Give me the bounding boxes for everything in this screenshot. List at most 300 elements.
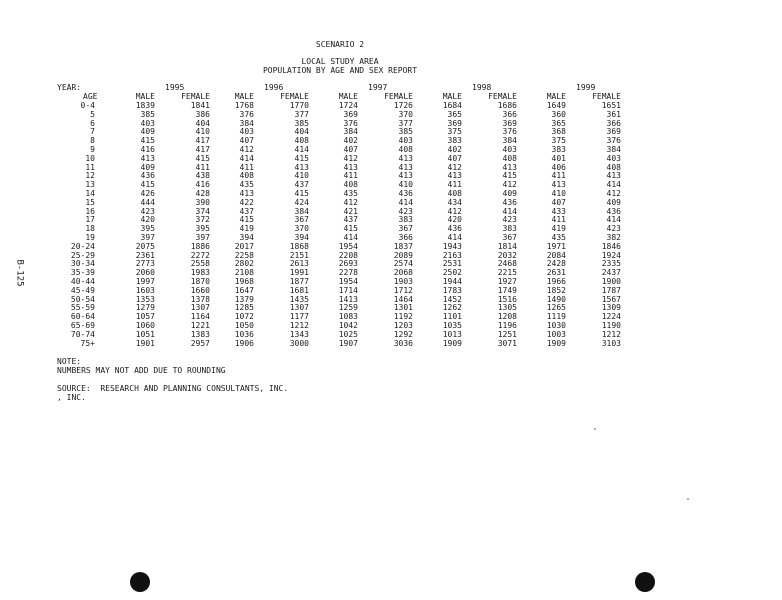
male-value-cell: 423 <box>140 206 155 216</box>
female-value-cell: 385 <box>294 118 309 128</box>
female-value-cell: 367 <box>502 233 517 242</box>
male-value-cell: 1852 <box>546 285 566 295</box>
male-value-cell: 376 <box>239 109 254 119</box>
male-value-cell: 414 <box>447 233 462 242</box>
male-value-cell: 402 <box>343 136 358 146</box>
age-cell: 10 <box>85 153 95 163</box>
male-value-cell: 1265 <box>546 303 566 313</box>
male-value-cell: 2502 <box>442 268 462 278</box>
female-value-cell: 382 <box>606 233 621 242</box>
female-value-cell: 1224 <box>601 312 621 322</box>
male-value-cell: 412 <box>343 153 358 163</box>
female-value-cell: 413 <box>606 171 621 181</box>
male-value-cell: 2075 <box>135 241 155 251</box>
female-value-cell: 1927 <box>497 277 517 286</box>
male-value-cell: 1353 <box>135 294 155 304</box>
age-cell: 60-64 <box>70 312 95 322</box>
female-value-cell: 2437 <box>601 268 621 278</box>
female-header: FEMALE <box>280 92 309 101</box>
female-value-cell: 377 <box>294 109 309 119</box>
male-value-cell: 406 <box>551 162 566 172</box>
female-value-cell: 417 <box>195 136 210 146</box>
female-value-cell: 409 <box>502 189 517 198</box>
source-continuation: , INC. <box>57 393 86 402</box>
female-value-cell: 414 <box>606 215 621 225</box>
male-value-cell: 1057 <box>135 312 155 322</box>
female-value-cell: 2089 <box>393 250 413 260</box>
male-value-cell: 408 <box>239 171 254 181</box>
female-header: FEMALE <box>384 92 413 101</box>
female-value-cell: 1516 <box>497 294 517 304</box>
female-value-cell: 1886 <box>190 241 210 251</box>
female-value-cell: 438 <box>195 171 210 181</box>
female-value-cell: 410 <box>294 171 309 181</box>
female-value-cell: 1203 <box>393 321 413 330</box>
area-title: LOCAL STUDY AREA <box>301 57 379 66</box>
female-value-cell: 2957 <box>190 338 210 348</box>
female-value-cell: 369 <box>606 127 621 137</box>
age-cell: 7 <box>90 127 95 137</box>
female-value-cell: 413 <box>502 162 517 172</box>
male-header: MALE <box>135 92 155 101</box>
female-header: FEMALE <box>592 92 621 101</box>
male-value-cell: 412 <box>447 206 462 216</box>
male-value-cell: 401 <box>551 153 566 163</box>
female-value-cell: 1660 <box>190 285 210 295</box>
male-value-cell: 2531 <box>442 259 462 269</box>
male-value-cell: 1906 <box>234 338 254 348</box>
age-cell: 75+ <box>80 338 95 348</box>
male-value-cell: 2084 <box>546 250 566 260</box>
female-value-cell: 415 <box>195 153 210 163</box>
age-cell: 40-44 <box>70 277 95 286</box>
female-value-cell: 1868 <box>289 241 309 251</box>
male-value-cell: 2017 <box>234 241 254 251</box>
male-header: MALE <box>546 92 566 101</box>
male-value-cell: 416 <box>140 145 155 154</box>
male-value-cell: 1285 <box>234 303 254 313</box>
female-value-cell: 408 <box>294 136 309 146</box>
age-cell: 13 <box>85 180 95 190</box>
female-value-cell: 372 <box>195 215 210 225</box>
male-value-cell: 1714 <box>338 285 358 295</box>
male-value-cell: 433 <box>551 206 566 216</box>
male-value-cell: 419 <box>239 224 254 234</box>
male-value-cell: 1943 <box>442 241 462 251</box>
female-value-cell: 384 <box>606 145 621 154</box>
female-value-cell: 415 <box>294 189 309 198</box>
male-value-cell: 407 <box>447 153 462 163</box>
female-value-cell: 428 <box>195 189 210 198</box>
male-value-cell: 436 <box>140 171 155 181</box>
female-value-cell: 1983 <box>190 268 210 278</box>
age-cell: 30-34 <box>70 259 95 269</box>
male-value-cell: 1997 <box>135 277 155 286</box>
age-cell: 6 <box>90 118 95 128</box>
male-value-cell: 375 <box>447 127 462 137</box>
male-value-cell: 409 <box>140 127 155 137</box>
male-header: MALE <box>234 92 254 101</box>
age-cell: 17 <box>85 215 95 225</box>
female-value-cell: 437 <box>294 180 309 190</box>
female-value-cell: 1343 <box>289 329 309 339</box>
female-value-cell: 367 <box>294 215 309 225</box>
female-value-cell: 383 <box>502 224 517 234</box>
female-header: FEMALE <box>181 92 210 101</box>
male-value-cell: 1684 <box>442 101 462 110</box>
male-value-cell: 408 <box>343 180 358 190</box>
female-value-cell: 376 <box>502 127 517 137</box>
female-value-cell: 436 <box>606 206 621 216</box>
male-value-cell: 413 <box>140 153 155 163</box>
male-value-cell: 409 <box>140 162 155 172</box>
male-value-cell: 407 <box>551 197 566 207</box>
male-value-cell: 1724 <box>338 101 358 110</box>
male-header: MALE <box>338 92 358 101</box>
female-value-cell: 1464 <box>393 294 413 304</box>
male-value-cell: 412 <box>239 145 254 154</box>
male-value-cell: 403 <box>239 127 254 137</box>
female-header: FEMALE <box>488 92 517 101</box>
male-value-cell: 1030 <box>546 321 566 330</box>
male-value-cell: 2208 <box>338 250 358 260</box>
age-cell: 12 <box>85 171 95 181</box>
male-value-cell: 434 <box>447 197 462 207</box>
male-value-cell: 2802 <box>234 259 254 269</box>
male-value-cell: 376 <box>343 118 358 128</box>
female-value-cell: 408 <box>502 153 517 163</box>
male-value-cell: 375 <box>551 136 566 146</box>
age-cell: 55-59 <box>70 303 95 313</box>
year-header: 1997 <box>368 83 388 92</box>
male-value-cell: 397 <box>140 233 155 242</box>
female-value-cell: 397 <box>195 233 210 242</box>
female-value-cell: 411 <box>195 162 210 172</box>
male-value-cell: 435 <box>551 233 566 242</box>
female-value-cell: 390 <box>195 197 210 207</box>
female-value-cell: 2151 <box>289 250 309 260</box>
female-value-cell: 374 <box>195 206 210 216</box>
female-value-cell: 1900 <box>601 277 621 286</box>
male-value-cell: 1035 <box>442 321 462 330</box>
male-value-cell: 422 <box>239 197 254 207</box>
female-value-cell: 414 <box>398 197 413 207</box>
male-value-cell: 1042 <box>338 321 358 330</box>
female-value-cell: 1877 <box>289 277 309 286</box>
female-value-cell: 403 <box>606 153 621 163</box>
male-value-cell: 2693 <box>338 259 358 269</box>
female-value-cell: 1686 <box>497 101 517 110</box>
male-value-cell: 444 <box>140 197 155 207</box>
female-value-cell: 366 <box>398 233 413 242</box>
male-value-cell: 407 <box>239 136 254 146</box>
female-value-cell: 410 <box>195 127 210 137</box>
male-value-cell: 1647 <box>234 285 254 295</box>
female-value-cell: 1307 <box>190 303 210 313</box>
female-value-cell: 1903 <box>393 277 413 286</box>
male-value-cell: 414 <box>239 153 254 163</box>
male-value-cell: 1379 <box>234 294 254 304</box>
year-header: 1998 <box>472 83 492 92</box>
male-value-cell: 415 <box>239 215 254 225</box>
female-value-cell: 1301 <box>393 303 413 313</box>
male-value-cell: 419 <box>551 224 566 234</box>
female-value-cell: 423 <box>606 224 621 234</box>
male-value-cell: 1013 <box>442 329 462 339</box>
male-value-cell: 411 <box>343 171 358 181</box>
age-header: AGE <box>83 92 98 101</box>
male-value-cell: 1909 <box>442 338 462 348</box>
age-cell: 19 <box>85 233 95 242</box>
male-value-cell: 411 <box>239 162 254 172</box>
female-value-cell: 1749 <box>497 285 517 295</box>
female-value-cell: 2613 <box>289 259 309 269</box>
male-value-cell: 1083 <box>338 312 358 322</box>
female-value-cell: 1208 <box>497 312 517 322</box>
female-value-cell: 376 <box>606 136 621 146</box>
male-value-cell: 420 <box>140 215 155 225</box>
age-cell: 25-29 <box>70 250 95 260</box>
female-value-cell: 416 <box>195 180 210 190</box>
male-value-cell: 435 <box>343 189 358 198</box>
male-value-cell: 384 <box>239 118 254 128</box>
male-value-cell: 1649 <box>546 101 566 110</box>
male-value-cell: 1603 <box>135 285 155 295</box>
male-value-cell: 435 <box>239 180 254 190</box>
male-value-cell: 2278 <box>338 268 358 278</box>
male-value-cell: 2060 <box>135 268 155 278</box>
female-value-cell: 366 <box>502 109 517 119</box>
male-value-cell: 2631 <box>546 268 566 278</box>
male-value-cell: 1907 <box>338 338 358 348</box>
male-value-cell: 2773 <box>135 259 155 269</box>
male-value-cell: 1490 <box>546 294 566 304</box>
female-value-cell: 395 <box>195 224 210 234</box>
male-value-cell: 437 <box>343 215 358 225</box>
male-value-cell: 2108 <box>234 268 254 278</box>
female-value-cell: 1383 <box>190 329 210 339</box>
female-value-cell: 408 <box>398 145 413 154</box>
male-value-cell: 394 <box>239 233 254 242</box>
female-value-cell: 436 <box>398 189 413 198</box>
female-value-cell: 3071 <box>497 338 517 348</box>
female-value-cell: 403 <box>502 145 517 154</box>
female-value-cell: 1924 <box>601 250 621 260</box>
female-value-cell: 2574 <box>393 259 413 269</box>
female-value-cell: 384 <box>502 136 517 146</box>
female-value-cell: 3036 <box>393 338 413 348</box>
male-value-cell: 1452 <box>442 294 462 304</box>
female-value-cell: 2032 <box>497 250 517 260</box>
female-value-cell: 385 <box>398 127 413 137</box>
male-value-cell: 420 <box>447 215 462 225</box>
female-value-cell: 404 <box>294 127 309 137</box>
speck <box>687 498 689 500</box>
male-value-cell: 383 <box>551 145 566 154</box>
male-header: MALE <box>442 92 462 101</box>
female-value-cell: 2558 <box>190 259 210 269</box>
year-header: 1995 <box>165 83 185 92</box>
male-value-cell: 1025 <box>338 329 358 339</box>
male-value-cell: 1954 <box>338 277 358 286</box>
male-value-cell: 1768 <box>234 101 254 110</box>
male-value-cell: 1783 <box>442 285 462 295</box>
female-value-cell: 1870 <box>190 277 210 286</box>
male-value-cell: 407 <box>343 145 358 154</box>
male-value-cell: 414 <box>343 233 358 242</box>
female-value-cell: 1196 <box>497 321 517 330</box>
female-value-cell: 1726 <box>393 101 413 110</box>
female-value-cell: 386 <box>195 109 210 119</box>
male-value-cell: 415 <box>140 180 155 190</box>
male-value-cell: 402 <box>447 145 462 154</box>
female-value-cell: 377 <box>398 118 413 128</box>
age-cell: 0-4 <box>80 101 95 110</box>
female-value-cell: 410 <box>398 180 413 190</box>
binder-hole-left <box>130 572 150 592</box>
female-value-cell: 1378 <box>190 294 210 304</box>
female-value-cell: 1212 <box>601 329 621 339</box>
male-value-cell: 1279 <box>135 303 155 313</box>
female-value-cell: 367 <box>398 224 413 234</box>
age-cell: 50-54 <box>70 294 95 304</box>
male-value-cell: 411 <box>447 180 462 190</box>
age-cell: 70-74 <box>70 329 95 339</box>
male-value-cell: 412 <box>447 162 462 172</box>
male-value-cell: 2258 <box>234 250 254 260</box>
male-value-cell: 426 <box>140 189 155 198</box>
female-value-cell: 1814 <box>497 241 517 251</box>
male-value-cell: 412 <box>343 197 358 207</box>
source-line: SOURCE: RESEARCH AND PLANNING CONSULTANTS, INC. <box>57 384 289 393</box>
female-value-cell: 415 <box>502 171 517 181</box>
male-value-cell: 1051 <box>135 329 155 339</box>
female-value-cell: 413 <box>398 162 413 172</box>
female-value-cell: 1177 <box>289 312 309 322</box>
male-value-cell: 1050 <box>234 321 254 330</box>
female-value-cell: 415 <box>294 153 309 163</box>
male-value-cell: 1839 <box>135 101 155 110</box>
age-cell: 5 <box>90 109 95 119</box>
male-value-cell: 410 <box>551 189 566 198</box>
male-value-cell: 437 <box>239 206 254 216</box>
male-value-cell: 436 <box>447 224 462 234</box>
speck <box>594 428 596 430</box>
age-cell: 18 <box>85 224 95 234</box>
female-value-cell: 2272 <box>190 250 210 260</box>
male-value-cell: 411 <box>551 171 566 181</box>
female-value-cell: 383 <box>398 215 413 225</box>
male-value-cell: 1060 <box>135 321 155 330</box>
male-value-cell: 415 <box>343 224 358 234</box>
note-label: NOTE: <box>57 357 82 366</box>
male-value-cell: 1036 <box>234 329 254 339</box>
female-value-cell: 414 <box>606 180 621 190</box>
male-value-cell: 413 <box>239 189 254 198</box>
female-value-cell: 413 <box>398 153 413 163</box>
female-value-cell: 1307 <box>289 303 309 313</box>
female-value-cell: 413 <box>294 162 309 172</box>
female-value-cell: 436 <box>502 197 517 207</box>
male-value-cell: 369 <box>343 109 358 119</box>
female-value-cell: 417 <box>195 145 210 154</box>
note-text: NUMBERS MAY NOT ADD DUE TO ROUNDING <box>57 366 226 375</box>
male-value-cell: 1954 <box>338 241 358 251</box>
male-value-cell: 2361 <box>135 250 155 260</box>
female-value-cell: 1164 <box>190 312 210 322</box>
female-value-cell: 414 <box>502 206 517 216</box>
female-value-cell: 1212 <box>289 321 309 330</box>
male-value-cell: 1262 <box>442 303 462 313</box>
male-value-cell: 1259 <box>338 303 358 313</box>
male-value-cell: 2163 <box>442 250 462 260</box>
age-cell: 35-39 <box>70 268 95 278</box>
female-value-cell: 369 <box>502 118 517 128</box>
age-cell: 15 <box>85 197 95 207</box>
female-value-cell: 414 <box>294 145 309 154</box>
age-cell: 20-24 <box>70 241 95 251</box>
female-value-cell: 412 <box>502 180 517 190</box>
male-value-cell: 1072 <box>234 312 254 322</box>
scenario-title: SCENARIO 2 <box>315 40 365 49</box>
age-cell: 45-49 <box>70 285 95 295</box>
female-value-cell: 1309 <box>601 303 621 313</box>
male-value-cell: 385 <box>140 109 155 119</box>
female-value-cell: 403 <box>398 136 413 146</box>
female-value-cell: 1435 <box>289 294 309 304</box>
male-value-cell: 1901 <box>135 338 155 348</box>
female-value-cell: 2335 <box>601 259 621 269</box>
female-value-cell: 1846 <box>601 241 621 251</box>
female-value-cell: 370 <box>398 109 413 119</box>
male-value-cell: 413 <box>551 180 566 190</box>
year-header: 1999 <box>576 83 596 92</box>
female-value-cell: 384 <box>294 206 309 216</box>
female-value-cell: 366 <box>606 118 621 128</box>
male-value-cell: 360 <box>551 109 566 119</box>
female-value-cell: 3000 <box>289 338 309 348</box>
age-cell: 8 <box>90 136 95 146</box>
female-value-cell: 1681 <box>289 285 309 295</box>
year-header: 1996 <box>264 83 284 92</box>
male-value-cell: 1413 <box>338 294 358 304</box>
male-value-cell: 1101 <box>442 312 462 322</box>
male-value-cell: 421 <box>343 206 358 216</box>
male-value-cell: 408 <box>447 189 462 198</box>
female-value-cell: 1841 <box>190 101 210 110</box>
age-cell: 9 <box>90 145 95 154</box>
female-value-cell: 1770 <box>289 101 309 110</box>
male-value-cell: 383 <box>447 136 462 146</box>
male-value-cell: 413 <box>343 162 358 172</box>
female-value-cell: 394 <box>294 233 309 242</box>
female-value-cell: 404 <box>195 118 210 128</box>
male-value-cell: 1968 <box>234 277 254 286</box>
year-label: YEAR: <box>57 83 82 92</box>
page-number-rotated: B-125 <box>14 259 25 287</box>
male-value-cell: 415 <box>140 136 155 146</box>
male-value-cell: 413 <box>447 171 462 181</box>
age-cell: 65-69 <box>70 321 95 330</box>
male-value-cell: 1971 <box>546 241 566 251</box>
female-value-cell: 1567 <box>601 294 621 304</box>
female-value-cell: 2468 <box>497 259 517 269</box>
binder-hole-right <box>635 572 655 592</box>
male-value-cell: 395 <box>140 224 155 234</box>
female-value-cell: 1651 <box>601 101 621 110</box>
female-value-cell: 412 <box>606 189 621 198</box>
report-title: POPULATION BY AGE AND SEX REPORT <box>262 66 418 75</box>
